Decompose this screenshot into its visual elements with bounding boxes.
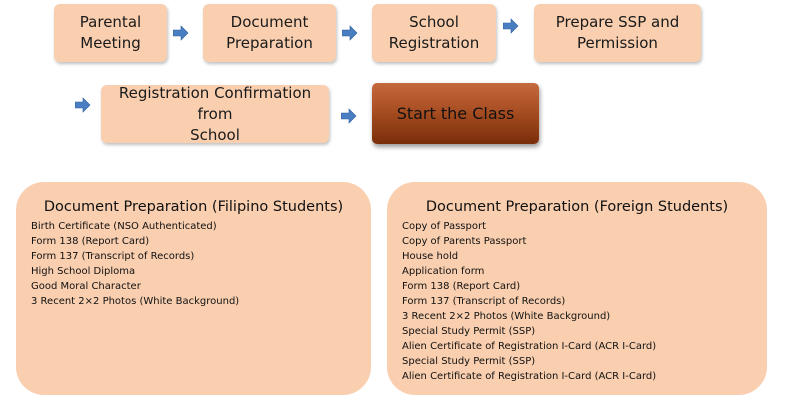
step-prepare-ssp — [534, 4, 701, 62]
list-item: Copy of Passport — [402, 221, 486, 232]
list-item: Birth Certificate (NSO Authenticated) — [31, 221, 217, 232]
list-item: Special Study Permit (SSP) — [402, 326, 536, 337]
step-label: Parental Meeting — [79, 13, 142, 52]
panel-title: Document Preparation (Filipino Students) — [43, 199, 344, 215]
list-item: Special Study Permit (SSP) — [402, 356, 536, 367]
list-item: Form 137 (Transcript of Records) — [402, 296, 566, 307]
step-label: Document Preparation — [226, 13, 313, 52]
arrow-right-icon — [75, 97, 91, 113]
step-parental-meeting — [54, 4, 167, 62]
arrow-right-icon — [341, 108, 357, 124]
list-item: Copy of Parents Passport — [402, 236, 527, 247]
panel-foreign-students — [387, 182, 767, 395]
arrow-right-icon — [503, 18, 519, 34]
step-label: Registration Confirmation from School — [118, 83, 312, 144]
list-item: Form 137 (Transcript of Records) — [31, 251, 195, 262]
document-list — [387, 219, 767, 384]
step-label: Prepare SSP and Permission — [555, 13, 680, 52]
list-item: 3 Recent 2×2 Photos (White Background) — [31, 296, 240, 307]
list-item: Alien Certificate of Registration I-Card (ACR I-Card) — [402, 341, 657, 352]
list-item: Alien Certificate of Registration I-Card (ACR I-Card) — [402, 371, 657, 382]
step-registration-confirmation — [101, 85, 329, 143]
arrow-right-icon — [173, 25, 189, 41]
list-item: High School Diploma — [31, 266, 136, 277]
list-item: Good Moral Character — [31, 281, 141, 292]
panel-filipino-students — [16, 182, 371, 395]
document-list — [16, 219, 371, 309]
step-label: School Registration — [388, 13, 480, 52]
list-item: 3 Recent 2×2 Photos (White Background) — [402, 311, 611, 322]
arrow-right-icon — [342, 25, 358, 41]
step-start-the-class — [372, 83, 539, 144]
step-school-registration — [372, 4, 496, 62]
step-document-preparation — [203, 4, 336, 62]
list-item: Application form — [402, 266, 485, 277]
panel-title: Document Preparation (Foreign Students) — [425, 199, 729, 215]
list-item: House hold — [402, 251, 459, 262]
step-label: Start the Class — [396, 104, 515, 123]
list-item: Form 138 (Report Card) — [31, 236, 150, 247]
list-item: Form 138 (Report Card) — [402, 281, 521, 292]
